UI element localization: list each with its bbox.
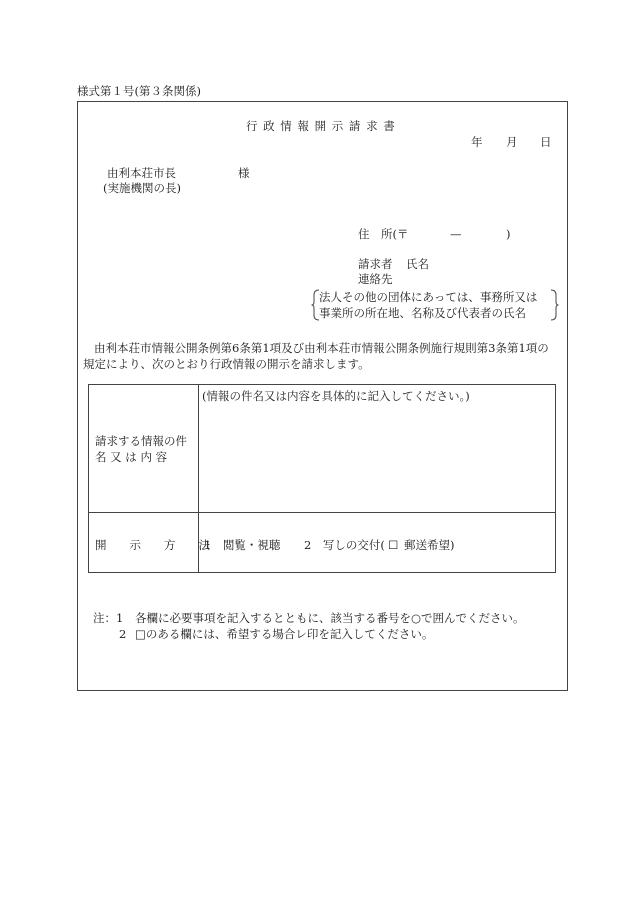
note-label: 注：1 [93, 611, 124, 625]
info-subject-label-line1: 請求する情報の件 [95, 434, 187, 448]
form-number-label: 様式第１号(第３条関係) [77, 84, 201, 98]
corp-note-line1: 法人その他の団体にあっては、事務所又は [319, 290, 538, 304]
address-close: ) [506, 227, 511, 241]
requester-label: 請求者 [358, 257, 393, 271]
date-day-label: 日 [540, 135, 552, 149]
form-title: 行 政 情 報 開 示 請 求 書 [246, 119, 396, 133]
note-2-text: □のある欄には、希望する場合レ印を記入してください。 [135, 627, 434, 641]
mail-delivery-checkbox[interactable]: ☐ [388, 538, 399, 552]
right-bracket-icon [549, 289, 559, 321]
address-label: 住 所(〒 [358, 227, 409, 241]
contact-label: 連絡先 [358, 272, 393, 286]
info-subject-hint: (情報の件名又は内容を具体的に記入してください。) [202, 389, 470, 403]
disclosure-option-copy[interactable]: 2 写しの交付( [304, 538, 385, 552]
addressee-honorific: 様 [238, 166, 250, 180]
mail-delivery-label: 郵送希望) [404, 538, 455, 552]
addressee-name: 由利本荘市長 [107, 166, 176, 180]
name-label: 氏名 [406, 257, 429, 271]
date-month-label: 月 [506, 135, 518, 149]
date-year-label: 年 [471, 135, 483, 149]
body-text-line2: 規定により、次のとおり行政情報の開示を請求します。 [83, 357, 370, 371]
address-dash: — [450, 227, 462, 241]
disclosure-option-viewing[interactable]: 1 閲覧・視聴 [204, 538, 281, 552]
disclosure-method-label: 開 示 方 法 [95, 538, 210, 552]
info-subject-input-area[interactable] [199, 405, 553, 509]
corp-note-line2: 事業所の所在地、名称及び代表者の氏名 [319, 306, 526, 320]
addressee-note: (実施機関の長) [103, 181, 181, 195]
info-subject-label-line2: 名 又 は 内 容 [95, 450, 168, 464]
note-2-number: 2 [119, 627, 127, 641]
note-1-text: 各欄に必要事項を記入するとともに、該当する番号を○で囲んでください。 [135, 611, 525, 625]
body-text-line1: 由利本荘市情報公開条例第6条第1項及び由利本荘市情報公開条例施行規則第3条第1項の [94, 341, 549, 355]
table-row-divider [89, 512, 555, 513]
